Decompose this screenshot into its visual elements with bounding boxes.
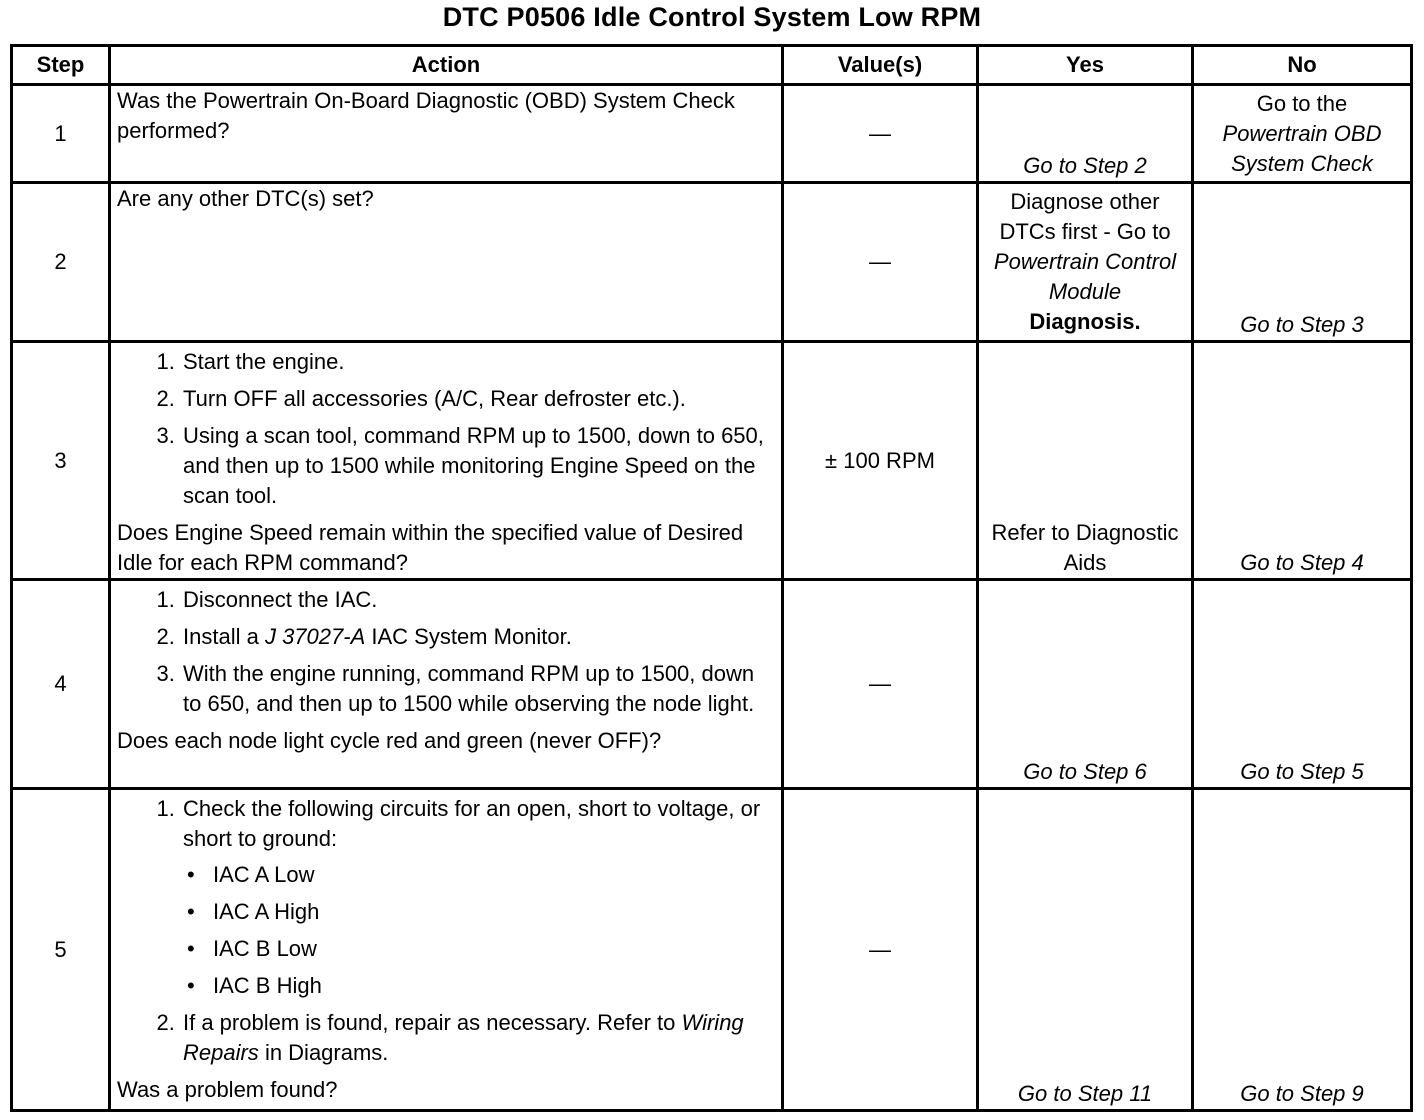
header-value: Value(s): [783, 46, 978, 85]
action-cell: [110, 183, 783, 342]
circuit-item: • IAC B High: [213, 971, 775, 1001]
action-question: Are any other DTC(s) set?: [117, 186, 374, 211]
header-step: Step: [12, 46, 110, 85]
yes-link[interactable]: Go to Step 11: [1017, 1081, 1153, 1106]
yes-link[interactable]: Go to Step 2: [1023, 153, 1147, 178]
header-yes: Yes: [978, 46, 1193, 85]
step-number: 4: [12, 580, 110, 789]
value-cell: —: [783, 183, 978, 342]
page-title: DTC P0506 Idle Control System Low RPM: [442, 2, 982, 32]
table-row: [12, 580, 1412, 789]
procedure-step: [181, 794, 775, 1001]
no-cell: [1193, 85, 1412, 183]
yes-link[interactable]: Powertrain Control Module: [993, 249, 1177, 304]
procedure-list: [117, 347, 775, 511]
table-row: [12, 85, 1412, 183]
procedure-step: 1. Start the engine.: [181, 347, 775, 377]
yes-prefix: Diagnose other DTCs first - Go to: [999, 189, 1171, 244]
table-row: [12, 183, 1412, 342]
action-question: Does each node light cycle red and green (never OFF)?: [117, 728, 662, 753]
no-cell: [1193, 183, 1412, 342]
no-cell: [1193, 342, 1412, 580]
yes-cell: Refer to Diagnostic Aids: [978, 342, 1193, 580]
action-cell: [110, 580, 783, 789]
step-number: 1: [12, 85, 110, 183]
circuit-item: • IAC A Low: [213, 860, 775, 890]
value-cell: ± 100 RPM: [783, 342, 978, 580]
no-link[interactable]: Go to Step 4: [1240, 550, 1364, 575]
bullet-icon: •: [187, 899, 195, 924]
value-cell: —: [783, 580, 978, 789]
tool-prefix: Install a: [183, 624, 259, 649]
header-no: No: [1193, 46, 1412, 85]
procedure-step-text: Check the following circuits for an open, short to voltage, or short to ground:: [183, 796, 761, 851]
action-question: Was a problem found?: [117, 1077, 338, 1102]
procedure-list: [117, 794, 775, 1068]
table-row: [12, 789, 1412, 1111]
diagnostic-table: [10, 44, 1413, 1112]
no-cell: [1193, 580, 1412, 789]
procedure-step: [181, 1008, 775, 1068]
action-cell: [110, 342, 783, 580]
procedure-step: [181, 622, 775, 652]
no-link[interactable]: Go to Step 5: [1240, 759, 1364, 784]
wiring-repairs-link[interactable]: Wiring Repairs: [183, 1010, 744, 1065]
value-cell: —: [783, 789, 978, 1111]
repair-prefix: If a problem is found, repair as necessary. Refer to: [183, 1010, 676, 1035]
yes-cell: [978, 580, 1193, 789]
procedure-step: 3. Using a scan tool, command RPM up to 1500, down to 650, and then up to 1500 while monitoring Engine Speed on the scan tool.: [181, 421, 775, 511]
action-question: Was the Powertrain On-Board Diagnostic (OBD) System Check performed?: [117, 88, 735, 143]
no-cell: [1193, 789, 1412, 1111]
action-cell: [110, 789, 783, 1111]
bullet-icon: •: [187, 936, 195, 961]
step-number: 2: [12, 183, 110, 342]
yes-cell: [978, 789, 1193, 1111]
no-prefix: Go to the: [1256, 91, 1348, 116]
action-question: Does Engine Speed remain within the specified value of Desired Idle for each RPM command?: [117, 520, 744, 575]
yes-cell: [978, 183, 1193, 342]
header-row: [12, 46, 1412, 85]
circuit-list: [183, 860, 775, 1001]
procedure-step: 3. With the engine running, command RPM up to 1500, down to 650, and then up to 1500 while observing the node light.: [181, 659, 775, 719]
procedure-step: 2. Turn OFF all accessories (A/C, Rear defroster etc.).: [181, 384, 775, 414]
yes-suffix: Diagnosis.: [1029, 309, 1141, 334]
no-link[interactable]: Powertrain OBD System Check: [1222, 121, 1382, 176]
header-action: Action: [110, 46, 783, 85]
procedure-step: 1. Disconnect the IAC.: [181, 585, 775, 615]
step-number: 3: [12, 342, 110, 580]
yes-cell: [978, 85, 1193, 183]
circuit-item: • IAC A High: [213, 897, 775, 927]
no-link[interactable]: Go to Step 9: [1240, 1081, 1364, 1106]
action-cell: [110, 85, 783, 183]
procedure-list: [117, 585, 775, 719]
circuit-item: • IAC B Low: [213, 934, 775, 964]
table-row: [12, 342, 1412, 580]
tool-number: J 37027-A: [264, 624, 366, 649]
value-cell: —: [783, 85, 978, 183]
bullet-icon: •: [187, 862, 195, 887]
repair-suffix: in Diagrams.: [264, 1040, 389, 1065]
bullet-icon: •: [187, 973, 195, 998]
tool-suffix: IAC System Monitor.: [371, 624, 572, 649]
no-link[interactable]: Go to Step 3: [1240, 312, 1364, 337]
step-number: 5: [12, 789, 110, 1111]
yes-link[interactable]: Go to Step 6: [1023, 759, 1147, 784]
